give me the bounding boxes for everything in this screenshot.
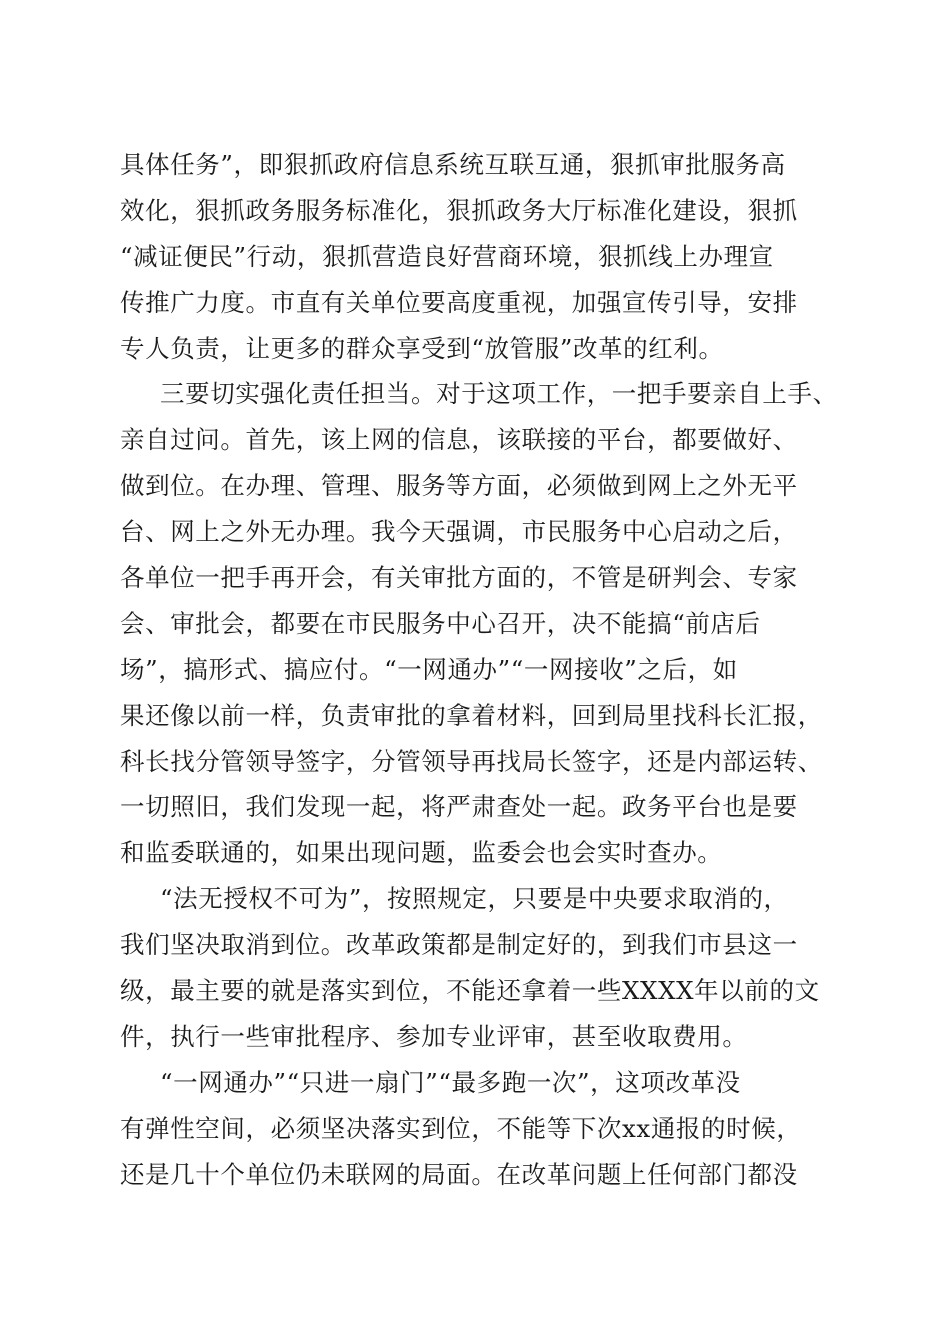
text-line: 我们坚决取消到位。改革政策都是制定好的，到我们市县这一 (120, 930, 798, 960)
text-line: 还是几十个单位仍未联网的局面。在改革问题上任何部门都没 (120, 1159, 798, 1189)
text-line: 果还像以前一样，负责审批的拿着材料，回到局里找科长汇报， (120, 700, 823, 730)
text-line: 各单位一把手再开会，有关审批方面的，不管是研判会、专家 (120, 563, 798, 593)
text-line: 传推广力度。市直有关单位要高度重视，加强宣传引导，安排 (120, 287, 798, 317)
paragraph-start-line: “一网通办”“只进一扇门”“最多跑一次”，这项改革没 (160, 1067, 741, 1097)
text-line: 件，执行一些审批程序、参加专业评审，甚至收取费用。 (120, 1021, 748, 1051)
paragraph-start-line: 三要切实强化责任担当。对于这项工作，一把手要亲自上手、 (160, 379, 838, 409)
text-line: 效化，狠抓政务服务标准化，狠抓政务大厅标准化建设，狠抓 (120, 195, 798, 225)
paragraph-start-line: “法无授权不可为”，按照规定，只要是中央要求取消的， (160, 884, 789, 914)
text-line: 科长找分管领导签字，分管领导再找局长签字，还是内部运转、 (120, 746, 823, 776)
text-line: 具体任务”，即狠抓政府信息系统互联互通，狠抓审批服务高 (120, 150, 786, 179)
text-line: 专人负责，让更多的群众享受到“放管服”改革的红利。 (120, 333, 724, 363)
text-line: 和监委联通的，如果出现问题，监委会也会实时查办。 (120, 838, 723, 868)
text-line: 级，最主要的就是落实到位，不能还拿着一些XXXX年以前的文 (120, 976, 820, 1006)
text-line: 会、审批会，都要在市民服务中心召开，决不能搞“前店后 (120, 608, 761, 638)
text-line: 亲自过问。首先，该上网的信息，该联接的平台，都要做好、 (120, 425, 798, 455)
text-line: 场”，搞形式、搞应付。“一网通办”“一网接收”之后，如 (120, 654, 738, 684)
text-line: 做到位。在办理、管理、服务等方面，必须做到网上之外无平 (120, 471, 798, 501)
body-text (120, 142, 840, 1197)
text-line: “减证便民”行动，狠抓营造良好营商环境，狠抓线上办理宣 (120, 241, 774, 271)
text-line: 一切照旧，我们发现一起，将严肃查处一起。政务平台也是要 (120, 792, 798, 822)
text-line: 有弹性空间，必须坚决落实到位，不能等下次xx通报的时候， (120, 1113, 802, 1143)
text-line: 台、网上之外无办理。我今天强调，市民服务中心启动之后， (120, 517, 798, 547)
